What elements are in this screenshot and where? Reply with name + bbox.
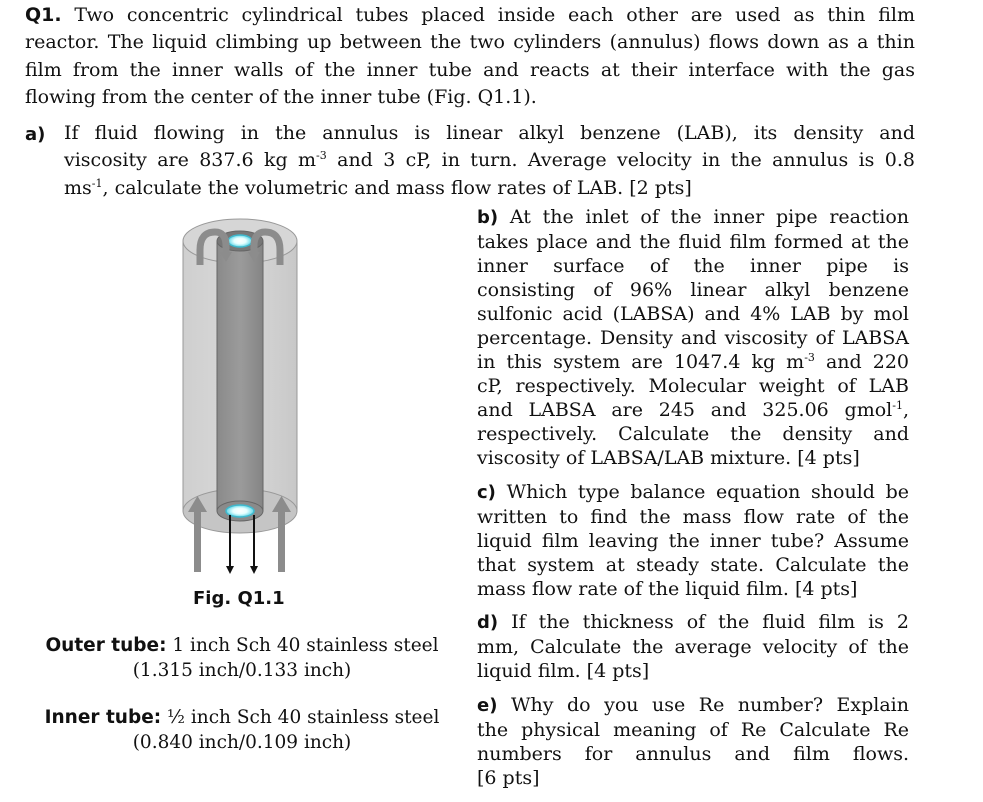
part-a-line-3: $ms^{-1}$, calculate the volumetric and mass flow rates of LAB. [2 pts] bbox=[64, 176, 692, 199]
outer-tube-label: Outer tube: bbox=[45, 635, 167, 656]
part-d-text: d) If the thickness of the fluid film is 2 mm, Calculate the average velocity of the liquid film. [4 pts] bbox=[477, 611, 909, 682]
inner-tube-label: Inner tube: bbox=[44, 707, 162, 728]
intro-line-3: film from the inner walls of the inner tube and reacts at their interface with the gas bbox=[25, 58, 915, 81]
part-a-line-1: If fluid flowing in the annulus is linear alkyl benzene (LAB), its density and bbox=[64, 122, 915, 144]
inner-tube-text: ½ inch Sch 40 stainless steel bbox=[161, 707, 440, 728]
part-b-text: b) At the inlet of the inner pipe reaction takes place and the fluid film formed at the inner surface of the inner pipe is consisting of 96% linear alkyl benzene sulfonic acid (LABSA) and 4% LAB by mol percentage. Density and viscosity of LABSA in this system are 1047.4 kg $m^{-3}$ and 220 cP, respectively. Molecular weight of LAB and LABSA are 245 and 325.06 gmol$^{-1}$, respectively. Calculate the density and viscosity of LABSA/LAB mixture. [4 pts] bbox=[477, 206, 909, 469]
question-number: Q1. bbox=[25, 4, 62, 26]
part-e-label: e) bbox=[477, 695, 498, 716]
part-a-line-2: viscosity are 837.6 kg $m^{-3}$ and 3 cP, in turn. Average velocity in the annulus is 0.8 bbox=[64, 149, 915, 172]
inner-tube-spec bbox=[28, 705, 456, 755]
intro-line-2: reactor. The liquid climbing up between the two cylinders (annulus) flows down as a thin bbox=[25, 31, 915, 54]
figure-caption: Fig. Q1.1 bbox=[193, 588, 285, 609]
part-e-text: e) Why do you use Re number? Explain the physical meaning of Re Calculate Re numbers for annulus and film flows. [6 pts] bbox=[477, 694, 909, 789]
part-c-label: c) bbox=[477, 482, 496, 503]
inner-tube-dims: (0.840 inch/0.109 inch) bbox=[132, 732, 352, 753]
figure-q1-1 bbox=[160, 210, 320, 590]
part-c-text: c) Which type balance equation should be written to find the mass flow rate of the liquid film leaving the inner tube? Assume that system at steady state. Calculate the mass flow rate of the liquid film. [4 pts] bbox=[477, 481, 909, 600]
part-d-label: d) bbox=[477, 612, 499, 633]
intro-line-1: Two concentric cylindrical tubes placed inside each other are used as thin film bbox=[74, 4, 915, 26]
question-intro bbox=[25, 2, 915, 111]
intro-line-4: flowing from the center of the inner tube (Fig. Q1.1). bbox=[25, 85, 537, 108]
part-a-text bbox=[64, 120, 915, 202]
outer-tube-spec bbox=[28, 633, 456, 683]
concentric-tubes-diagram bbox=[160, 210, 320, 590]
outer-tube-text: 1 inch Sch 40 stainless steel bbox=[166, 635, 439, 656]
part-a-label: a) bbox=[25, 124, 46, 145]
outer-tube-dims: (1.315 inch/0.133 inch) bbox=[132, 660, 352, 681]
part-b-label: b) bbox=[477, 207, 499, 228]
